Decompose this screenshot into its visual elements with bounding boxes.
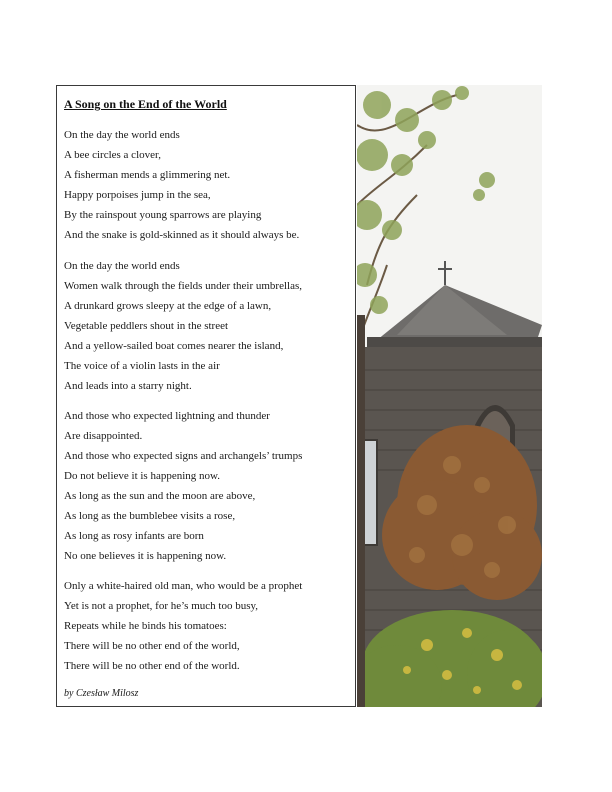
poem-line: By the rainspout young sparrows are playing	[64, 209, 262, 221]
poem-line: Yet is not a prophet, for he’s much too busy,	[64, 600, 259, 612]
stanza-2	[64, 256, 352, 396]
poem-line: A fisherman mends a glimmering net.	[64, 169, 231, 181]
stanza-3	[64, 406, 352, 566]
poem-line: The voice of a violin lasts in the air	[64, 360, 220, 372]
author-byline: by Czesław Milosz	[64, 688, 139, 699]
poem-line: Do not believe it is happening now.	[64, 470, 221, 482]
stanza-1	[64, 125, 352, 245]
poem-line: And those who expected signs and archangels’ trumps	[64, 450, 303, 462]
poem-line: There will be no other end of the world.	[64, 660, 240, 672]
poem-title: A Song on the End of the World	[64, 97, 227, 111]
poem-line: And the snake is gold-skinned as it should always be.	[64, 229, 300, 241]
poem-line: Only a white-haired old man, who would be a prophet	[64, 580, 303, 592]
poem-line: And leads into a starry night.	[64, 380, 192, 392]
poem-line: And those who expected lightning and thunder	[64, 410, 270, 422]
poem-line: As long as the sun and the moon are above,	[64, 490, 256, 502]
poem-line: As long as the bumblebee visits a rose,	[64, 510, 236, 522]
church-tower-photo	[357, 85, 542, 707]
poem-line: And a yellow-sailed boat comes nearer the island,	[64, 340, 284, 352]
poem-line: Vegetable peddlers shout in the street	[64, 320, 229, 332]
poem-line: Women walk through the fields under their umbrellas,	[64, 280, 302, 292]
poem-line: No one believes it is happening now.	[64, 550, 227, 562]
poem-panel	[56, 85, 356, 707]
poem-line: Repeats while he binds his tomatoes:	[64, 620, 227, 632]
poem-line: Happy porpoises jump in the sea,	[64, 189, 211, 201]
poem-line: There will be no other end of the world,	[64, 640, 240, 652]
poem-line: As long as rosy infants are born	[64, 530, 204, 542]
poem-line: A drunkard grows sleepy at the edge of a lawn,	[64, 300, 272, 312]
poem-line: On the day the world ends	[64, 129, 180, 141]
poem-line: A bee circles a clover,	[64, 149, 161, 161]
poem-line: Are disappointed.	[64, 430, 143, 442]
poem-line: On the day the world ends	[64, 260, 180, 272]
stanza-4	[64, 576, 352, 676]
